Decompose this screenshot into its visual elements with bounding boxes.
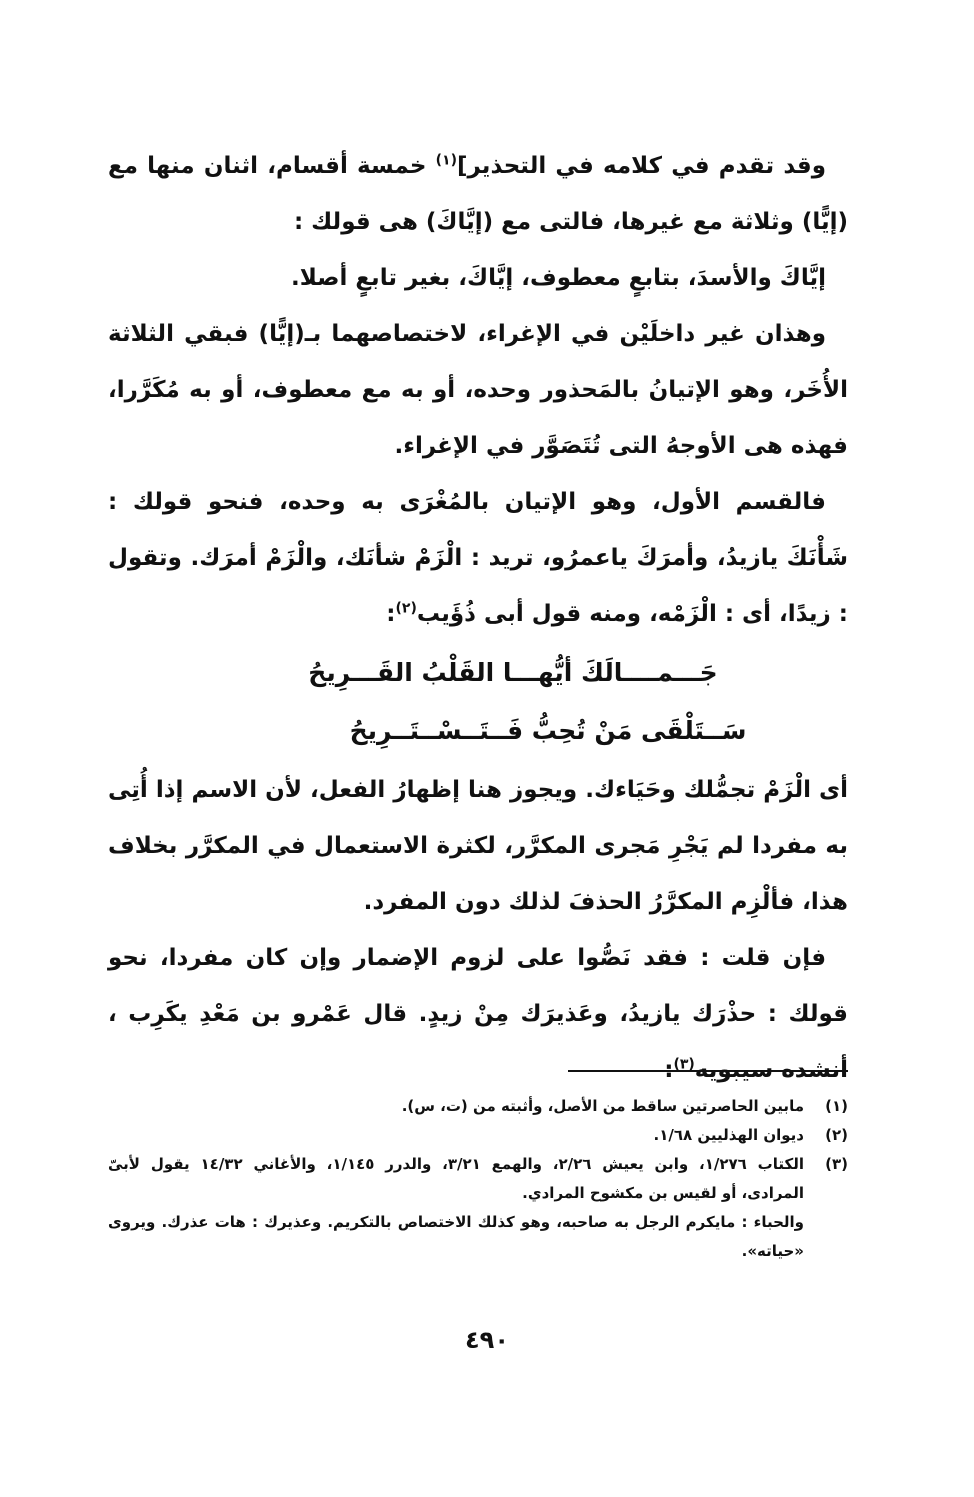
footnote-1-number: (١) [825, 1097, 848, 1115]
footnote-2-number: (٢) [825, 1126, 848, 1144]
paragraph-6-end: : [664, 1057, 674, 1083]
footnote-1 [108, 1092, 848, 1121]
paragraph-3: وهذان غير داخلَيْن في الإغراء، لاختصاصهما بـ(إيًّا) فبقي الثلاثة الأُخَر، وهو الإتيانُ بالمَحذور وحده، أو به مع معطوف، أو به مُكَرَّرا، فهذه هى الأوجهُ التى تُتَصَوَّر في الإغراء. [108, 321, 848, 459]
footnote-2-text: ديوان الهذليين ١/٦٨. [653, 1126, 804, 1144]
paragraph-6 [108, 930, 848, 1098]
footnotes [108, 1092, 848, 1266]
footnote-1-text: مابين الحاصرتين ساقط من الأصل، وأثبته من (ت، س). [401, 1097, 804, 1115]
footnote-separator [568, 1070, 848, 1072]
paragraph-5: أى الْزَمْ تجمُّلك وحَيَاءك. ويجوز هنا إظهارُ الفعل، لأن الاسم إذا أُتِى به مفردا لم يَجْرِ مَجرى المكرَّر، لكثرة الاستعمال في المكرَّر بخلاف هذا، فألْزِم المكرَّرُ الحذفَ لذلك دون المفرد. [108, 777, 848, 915]
footnote-ref-2: (٢) [395, 600, 417, 617]
paragraph-4-text: فالقسم الأول، وهو الإتيان بالمُغْرَى به وحده، فنحو قولك : شَأْنَكَ يازيدُ، وأمرَكَ ياعمرُو، تريد : الْزَمْ شأنَك، والْزَمْ أمرَك. وتقول : زيدًا، أى : الْزَمْه، ومنه قول أبى ذُؤَيب [108, 489, 848, 627]
footnote-3-number: (٣) [825, 1155, 848, 1173]
footnote-3-continuation: والحباء : مايكرم الرجل به صاحبه، وهو كذلك الاختصاص بالتكريم. وعذيرك : هات عذرك. ويروى «حياته». [108, 1213, 804, 1260]
verse-hemistich-2: سَــتَلْقَى مَنْ تُحِبُّ فَــتَــسْــتَــرِيحُ [349, 716, 747, 745]
verse-hemistich-1: جَـــمــــالَكَ أيُّهـــا القَلْبُ القَـــرِيحُ [308, 658, 718, 687]
footnote-2 [108, 1121, 848, 1150]
main-text [108, 138, 848, 1098]
paragraph-1-start: وقد تقدم في كلامه في التحذير] [456, 153, 826, 179]
paragraph-4-end: : [386, 601, 396, 627]
footnote-ref-3: (٣) [673, 1056, 695, 1073]
paragraph-2: إيَّاكَ والأسدَ، بتابعٍ معطوف، إيَّاكَ، بغير تابعٍ أصلا. [291, 265, 826, 291]
paragraph-4 [108, 474, 848, 642]
poetry-verse [108, 644, 848, 760]
page-number: ٤٩٠ [465, 1326, 509, 1354]
paragraph-1-rest: خمسة أقسام، اثنان منها مع (إيًّا) وثلاثة مع غيرها، فالتى مع (إيَّاكَ) هى قولك : [108, 153, 848, 235]
paragraph-1 [108, 138, 848, 250]
footnote-3 [108, 1150, 848, 1208]
footnote-ref-1: (١) [435, 152, 457, 169]
footnote-3-text: الكتاب ١/٢٧٦، وابن يعيش ٢/٢٦، والهمع ٣/٢١، والدرر ١/١٤٥، والأغاني ١٤/٣٢ يقول لأبىّ المرادى، أو لقيس بن مكشوح المرادي. [108, 1155, 804, 1202]
paragraph-6-text: فإن قلت : فقد نَصُّوا على لزوم الإضمار وإن كان مفردا، نحو قولك : حذْرَك يازيدُ، وعَذيرَك مِنْ زيدٍ. قال عَمْرو بن مَعْدِ يكَرِب ، أنشده سيبويه [108, 945, 848, 1083]
